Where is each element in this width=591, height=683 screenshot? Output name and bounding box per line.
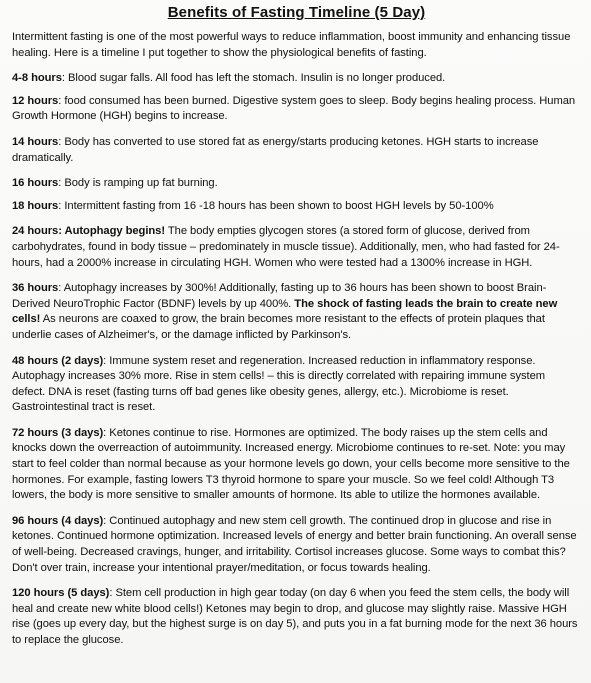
entry-120-hours [12, 586, 581, 648]
entry-label: 16 hours [12, 177, 59, 190]
document-title: Benefits of Fasting Timeline (5 Day) [167, 4, 426, 21]
entry-24-hours [12, 224, 581, 271]
entry-12-hours [12, 94, 581, 125]
entry-text: : Stem cell production in high gear today (on day 6 when you feed the stem cells, the body will heal and create new white blood cells!) Ketones may begin to drop, and glucose may slightly raise. Massive HGH rise (goes up every day, but the highest surge is on day 5), and puts you in a fat burning mode for the next 36 hours to replace the glucose. [12, 587, 578, 646]
entry-36-hours [12, 281, 581, 343]
entry-text: : Immune system reset and regeneration. Increased reduction in inflammatory response. Autophagy increases 30% more. Rise in stem cells! – this is directly correlated with repairing immune system defect. DNA is reset (fasting turns off bad genes like obesity genes, allergy, etc.). Microbiome is reset. Gastrointestinal tract is reset. [12, 354, 546, 414]
entry-label: 120 hours (5 days) [12, 587, 110, 600]
entry-4-8-hours [12, 71, 581, 87]
entry-bold-highlight: The shock of fasting leads the brain to create new cells! [12, 297, 558, 326]
entry-14-hours [12, 135, 581, 166]
entry-96-hours [12, 514, 581, 576]
entry-label: 4-8 hours [12, 72, 62, 85]
entry-label: 12 hours [12, 94, 59, 107]
entry-label: 14 hours [12, 135, 59, 148]
entry-text: : Ketones continue to rise. Hormones are optimized. The body raises up the stem cells and knocks down the overreaction of autoimmunity. Increased energy. Microbiome continues to re-set. Note: you may start to feel colder than normal because as your hormone levels go down, your cells become more sensitive to the hormones. For example, fasting lowers T3 thyroid hormone to spare your muscle. So we feel cold! Although T3 lowers, the body is more sensitive to smaller amounts of hormone. Its able to utilize the hormones available. [12, 426, 570, 502]
entry-label: 36 hours [12, 282, 59, 295]
entry-text: The body empties glycogen stores (a stored form of glucose, derived from carbohydrates, found in body tissue – predominately in muscle tissue). Additionally, men, who had fasted for 24-hours, had a 2000% increase in circulating HGH. Women who were tested had a 1300% increase in HGH. [12, 225, 560, 269]
entry-text: As neurons are coaxed to grow, the brain becomes more resistant to the effects of protein plaques that underlie cases of Alzheimer's, or the damage inflicted by Parkinson's. [12, 313, 545, 341]
entry-label: 24 hours [12, 225, 59, 238]
entry-label: 72 hours (3 days) [12, 426, 104, 439]
entry-label: 48 hours (2 days) [12, 354, 104, 367]
entry-label: 96 hours (4 days) [12, 514, 104, 527]
entry-text: : Continued autophagy and new stem cell growth. The continued drop in glucose and rise in ketones. Continued hormone optimization. Increased levels of energy and better brain functioning. An overall sense of well-being. Decreased cravings, hunger, and irritability. Cortisol increases glucose. Some ways to combat this? Don't over train, increase your intentional prayer/meditation, or focus towards healing. [12, 514, 577, 574]
entry-bold-lead: : Autophagy begins! [58, 225, 166, 238]
entry-48-hours [12, 354, 581, 416]
entry-18-hours [12, 199, 581, 215]
entry-16-hours [12, 176, 581, 192]
entry-text: : Autophagy increases by 300%! Additionally, fasting up to 36 hours has been shown to boost Brain-Derived NeuroTrophic Factor (BDNF) levels by up 400%. [12, 282, 547, 310]
entry-label: 18 hours [12, 199, 59, 212]
intro-paragraph: Intermittent fasting is one of the most powerful ways to reduce inflammation, boost immunity and enhancing tissue healing. Here is a timeline I put together to show the physiological benefits of fasting. [12, 31, 571, 59]
entry-text: : Intermittent fasting from 16 -18 hours has been shown to boost HGH levels by 50-100% [58, 199, 494, 212]
entry-text: : Body is ramping up fat burning. [58, 177, 218, 190]
entry-text: : food consumed has been burned. Digestive system goes to sleep. Body begins healing process. Human Growth Hormone (HGH) begins to increase. [12, 94, 576, 123]
entry-text: : Blood sugar falls. All food has left the stomach. Insulin is no longer produced. [61, 72, 446, 85]
entry-text: : Body has converted to use stored fat as energy/starts producing ketones. HGH starts to increase dramatically. [12, 135, 539, 164]
entry-72-hours [12, 426, 581, 504]
